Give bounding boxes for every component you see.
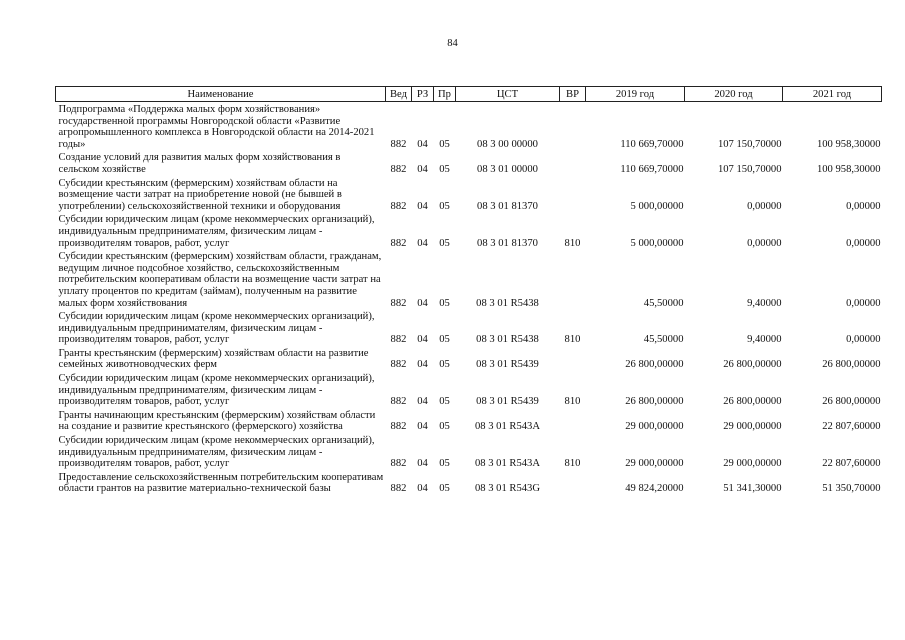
table-row [56, 371, 882, 408]
cell-2019: 5 000,00000 [630, 237, 684, 249]
cell-2021: 51 350,70000 [822, 483, 881, 495]
table-row [56, 212, 882, 249]
header-ved: Вед [386, 87, 412, 102]
cell-cst: 08 3 01 R543A [474, 421, 541, 433]
cell-cst: 08 3 01 81370 [477, 237, 538, 249]
cell-2020: 26 800,00000 [723, 396, 782, 408]
cell-2021: 26 800,00000 [822, 359, 881, 371]
budget-table [55, 86, 882, 495]
cell-ved: 882 [390, 237, 407, 249]
cell-2020: 51 341,30000 [723, 483, 782, 495]
table-row [56, 249, 882, 309]
header-pr: Пр [434, 87, 456, 102]
cell-2020: 29 000,00000 [723, 458, 782, 470]
cell-2020: 0,00000 [747, 237, 782, 249]
cell-name: Гранты начинающим крестьянским (фермерским) хозяйствам области на создание и развитие крестьянского (фермерского) хозяйства [58, 409, 376, 433]
table-row [56, 176, 882, 213]
cell-pr: 05 [439, 458, 450, 470]
cell-name: Субсидии крестьянским (фермерским) хозяйствам области, гражданам, ведущим личное подсобное хозяйство, сельскохозяйственным потребительским кооперативам области на возмещение части затрат на уплату процентов по кредитам (займам), полученным на развитие малых форм хозяйствования [58, 251, 382, 309]
cell-vr [560, 346, 586, 371]
cell-pr: 05 [439, 421, 450, 433]
cell-cst: 08 3 01 R5438 [476, 297, 539, 309]
cell-rz: 04 [417, 163, 428, 175]
cell-rz: 04 [417, 138, 428, 150]
cell-2020: 0,00000 [747, 200, 782, 212]
cell-cst: 08 3 01 R543G [474, 483, 541, 495]
cell-cst: 08 3 01 R5438 [476, 334, 539, 346]
cell-pr: 05 [439, 334, 450, 346]
cell-pr: 05 [439, 396, 450, 408]
table-row [56, 150, 882, 175]
page-number: 84 [447, 38, 458, 49]
cell-2019: 110 669,70000 [620, 163, 684, 175]
cell-ved: 882 [390, 200, 407, 212]
cell-name: Субсидии юридическим лицам (кроме некоммерческих организаций), индивидуальным предпринимателям, физическим лицам - производителям товаров, работ, услуг [58, 214, 375, 249]
cell-name: Субсидии юридическим лицам (кроме некоммерческих организаций), индивидуальным предпринимателям, физическим лицам - производителям товаров, работ, услуг [58, 435, 375, 470]
table-row [56, 102, 882, 151]
cell-ved: 882 [390, 359, 407, 371]
cell-2021: 0,00000 [846, 297, 881, 309]
cell-2019: 26 800,00000 [625, 396, 684, 408]
cell-rz: 04 [417, 359, 428, 371]
cell-2019: 29 000,00000 [625, 421, 684, 433]
cell-vr [560, 408, 586, 433]
cell-2020: 29 000,00000 [723, 421, 782, 433]
cell-cst: 08 3 01 R5439 [476, 396, 539, 408]
table-row [56, 470, 882, 495]
cell-name: Субсидии крестьянским (фермерским) хозяйствам области на возмещение части затрат на приобретение новой (не бывшей в употреблении) сельскохозяйственной техники и оборудования [58, 177, 342, 212]
cell-2019: 110 669,70000 [620, 138, 684, 150]
cell-cst: 08 3 01 81370 [477, 200, 538, 212]
cell-name: Предоставление сельскохозяйственным потребительским кооперативам области грантов на развитие материально-технической базы [58, 471, 384, 495]
cell-2019: 26 800,00000 [625, 359, 684, 371]
cell-2019: 49 824,20000 [625, 483, 684, 495]
table-row [56, 408, 882, 433]
cell-rz: 04 [417, 483, 428, 495]
cell-ved: 882 [390, 297, 407, 309]
header-rz: РЗ [412, 87, 434, 102]
cell-pr: 05 [439, 200, 450, 212]
cell-vr: 810 [564, 334, 581, 346]
cell-rz: 04 [417, 396, 428, 408]
cell-vr [560, 176, 586, 213]
cell-pr: 05 [439, 297, 450, 309]
cell-2020: 107 150,70000 [717, 138, 782, 150]
cell-ved: 882 [390, 334, 407, 346]
cell-rz: 04 [417, 237, 428, 249]
header-2021: 2021 год [783, 87, 882, 102]
cell-2021: 0,00000 [846, 237, 881, 249]
cell-2019: 5 000,00000 [630, 200, 684, 212]
cell-pr: 05 [439, 359, 450, 371]
cell-2021: 26 800,00000 [822, 396, 881, 408]
cell-2019: 45,50000 [643, 297, 684, 309]
cell-rz: 04 [417, 297, 428, 309]
cell-vr [560, 470, 586, 495]
cell-rz: 04 [417, 458, 428, 470]
cell-2020: 9,40000 [747, 334, 782, 346]
cell-2021: 100 958,30000 [816, 163, 881, 175]
cell-2020: 9,40000 [747, 297, 782, 309]
table-row [56, 346, 882, 371]
cell-rz: 04 [417, 200, 428, 212]
cell-rz: 04 [417, 421, 428, 433]
cell-vr [560, 102, 586, 151]
cell-cst: 08 3 01 R5439 [476, 359, 539, 371]
cell-ved: 882 [390, 483, 407, 495]
cell-2019: 45,50000 [643, 334, 684, 346]
table-row [56, 433, 882, 470]
cell-name: Субсидии юридическим лицам (кроме некоммерческих организаций), индивидуальным предпринимателям, физическим лицам - производителям товаров, работ, услуг [58, 311, 375, 346]
cell-name: Субсидии юридическим лицам (кроме некоммерческих организаций), индивидуальным предпринимателям, физическим лицам - производителям товаров, работ, услуг [58, 373, 375, 408]
cell-name: Подпрограмма «Поддержка малых форм хозяйствования» государственной программы Новгородской области «Развитие агропромышленного комплекса в Новгородской области на 2014-2021 годы» [58, 104, 375, 150]
cell-2020: 26 800,00000 [723, 359, 782, 371]
cell-cst: 08 3 01 R543A [474, 458, 541, 470]
cell-2021: 22 807,60000 [822, 458, 881, 470]
cell-2021: 0,00000 [846, 334, 881, 346]
cell-ved: 882 [390, 458, 407, 470]
cell-2021: 100 958,30000 [816, 138, 881, 150]
cell-2021: 22 807,60000 [822, 421, 881, 433]
cell-name: Гранты крестьянским (фермерским) хозяйствам области на развитие семейных животноводческих ферм [58, 347, 369, 371]
cell-pr: 05 [439, 138, 450, 150]
cell-vr [560, 150, 586, 175]
cell-vr: 810 [564, 396, 581, 408]
cell-cst: 08 3 01 00000 [477, 163, 538, 175]
header-cst: ЦСТ [456, 87, 560, 102]
cell-ved: 882 [390, 396, 407, 408]
cell-rz: 04 [417, 334, 428, 346]
cell-pr: 05 [439, 237, 450, 249]
table-header-row [56, 87, 882, 102]
cell-name: Создание условий для развития малых форм хозяйствования в сельском хозяйстве [58, 152, 341, 175]
cell-2019: 29 000,00000 [625, 458, 684, 470]
table-body [56, 102, 882, 496]
cell-ved: 882 [390, 138, 407, 150]
cell-ved: 882 [390, 421, 407, 433]
table-row [56, 309, 882, 346]
header-vr: ВР [560, 87, 586, 102]
cell-vr: 810 [564, 458, 581, 470]
cell-pr: 05 [439, 163, 450, 175]
cell-ved: 882 [390, 163, 407, 175]
cell-2021: 0,00000 [846, 200, 881, 212]
cell-2020: 107 150,70000 [717, 163, 782, 175]
header-2019: 2019 год [586, 87, 685, 102]
header-2020: 2020 год [685, 87, 783, 102]
header-name: Наименование [56, 87, 386, 102]
cell-vr [560, 249, 586, 309]
cell-vr: 810 [564, 237, 581, 249]
cell-cst: 08 3 00 00000 [477, 138, 538, 150]
cell-pr: 05 [439, 483, 450, 495]
